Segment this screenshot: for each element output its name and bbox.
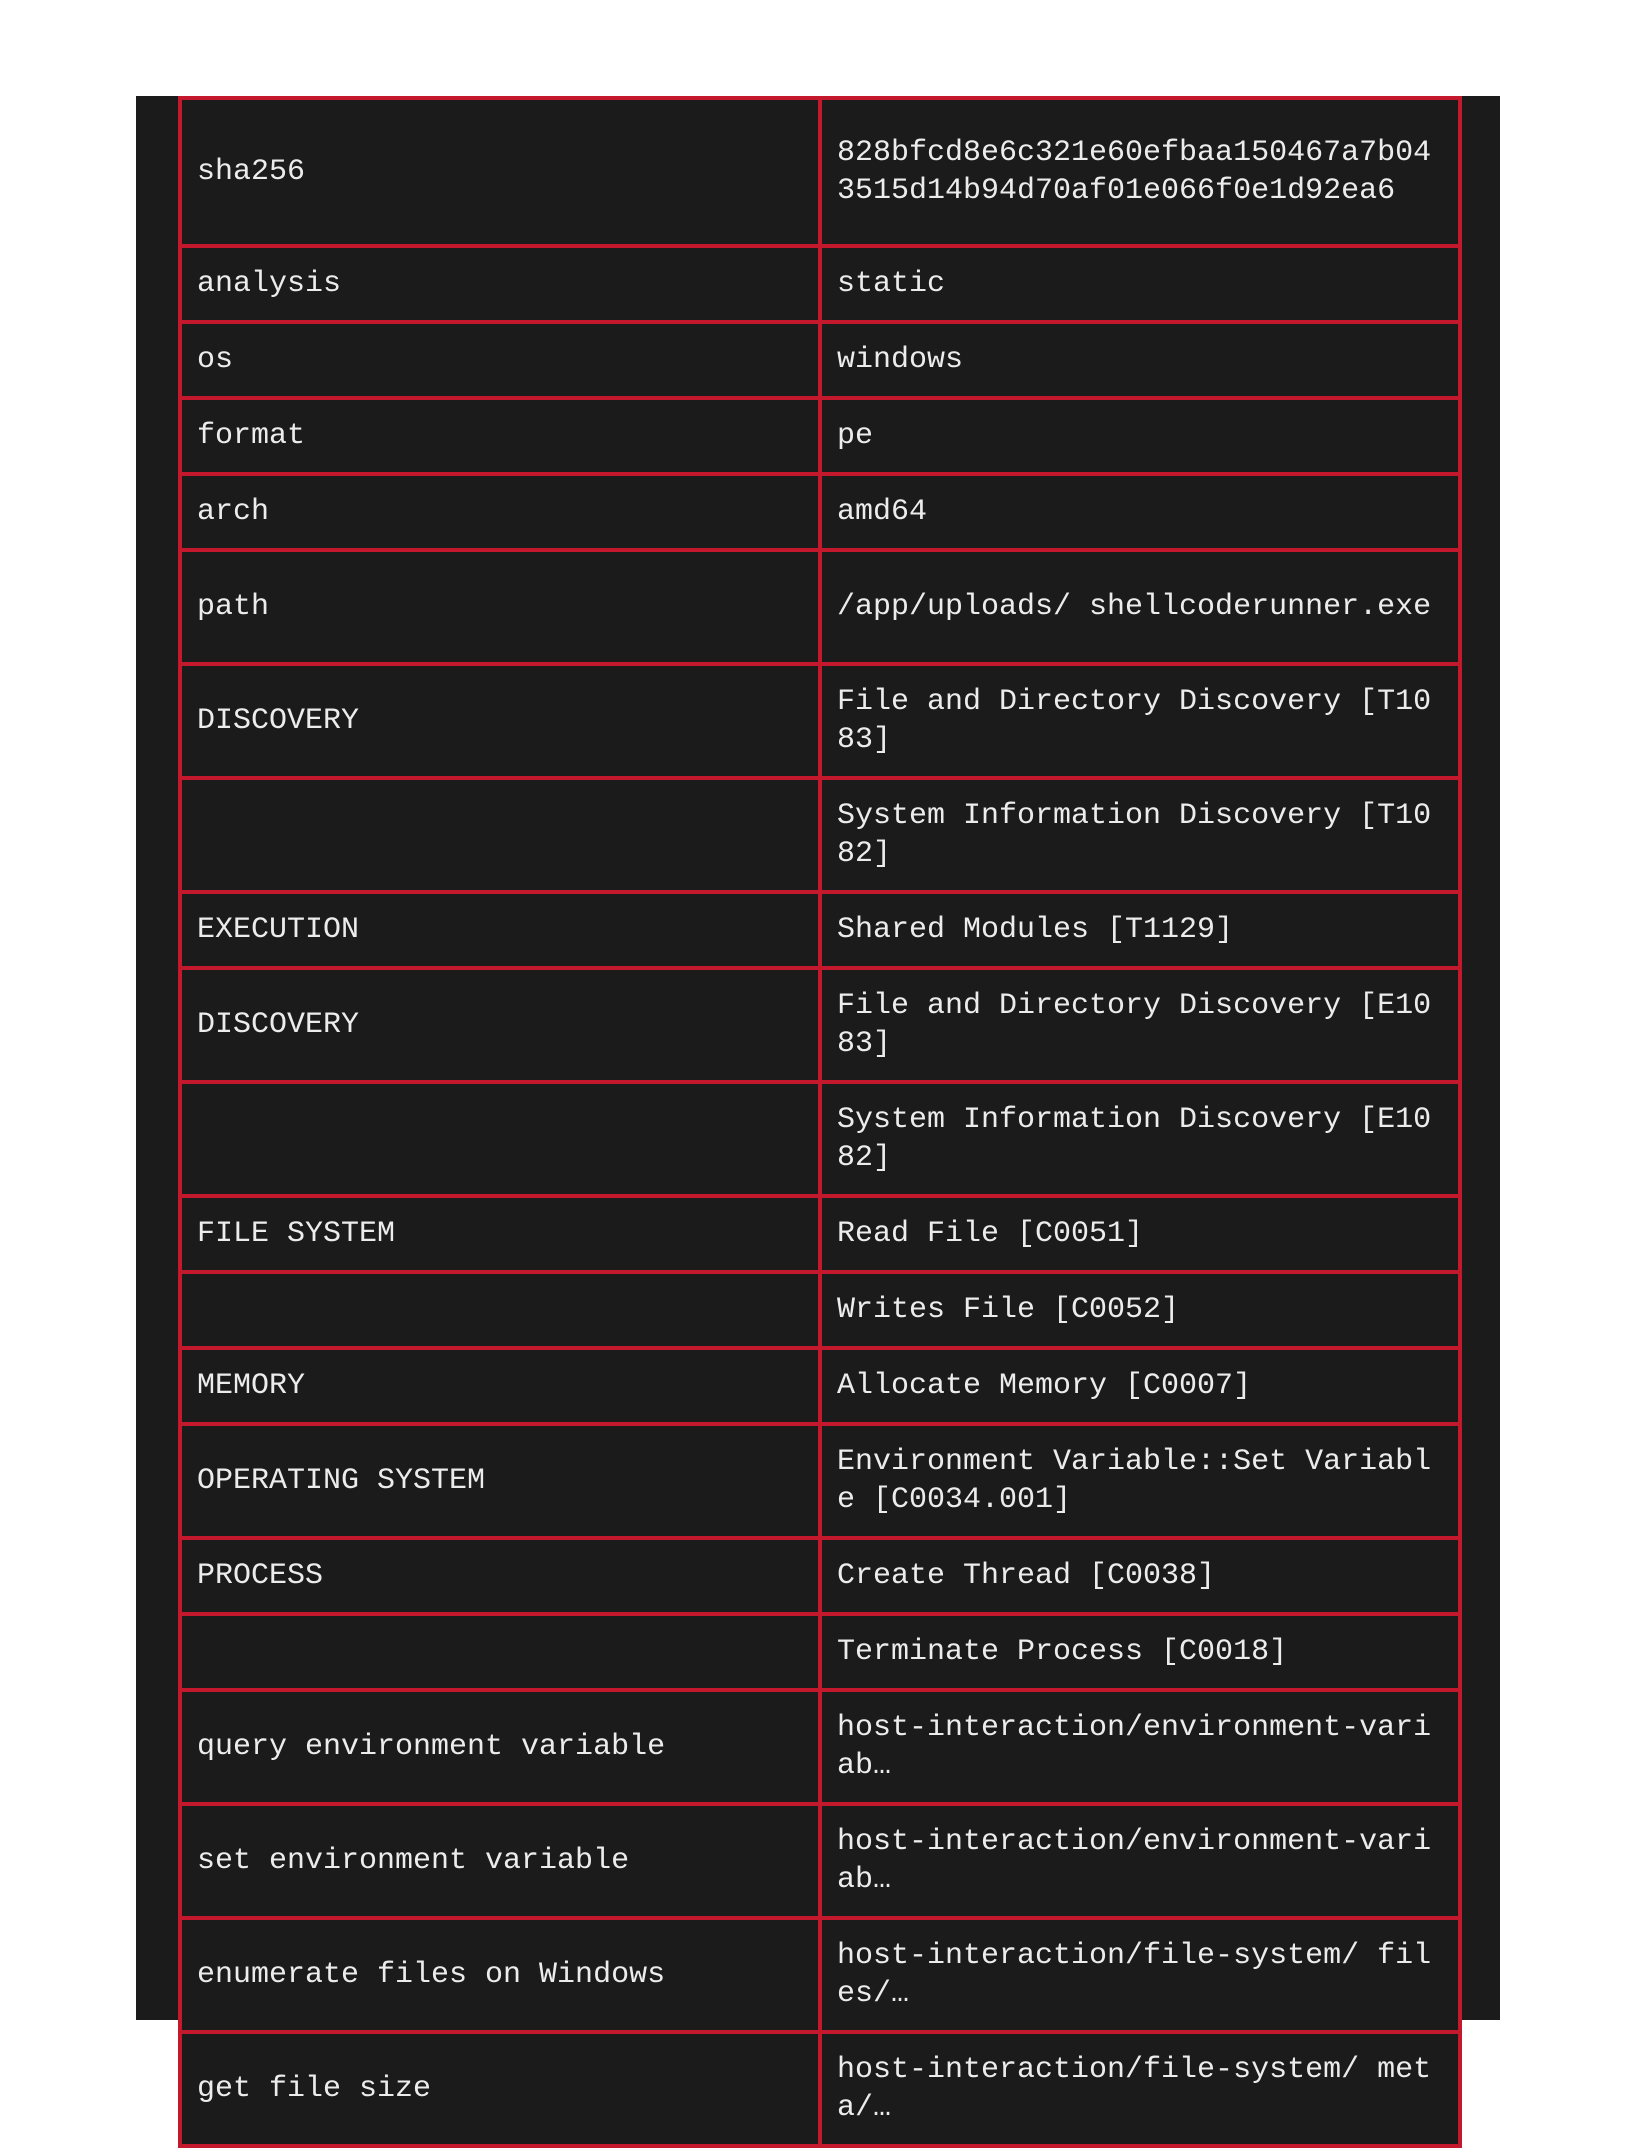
analysis-table — [178, 96, 1462, 2148]
table-row — [180, 1614, 1460, 1690]
table-row — [180, 968, 1460, 1082]
row-value: host-interaction/environment-variab… — [820, 1690, 1460, 1804]
row-key — [180, 778, 820, 892]
row-key: MEMORY — [180, 1348, 820, 1424]
table-row — [180, 1196, 1460, 1272]
row-value: Shared Modules [T1129] — [820, 892, 1460, 968]
table-row — [180, 1424, 1460, 1538]
row-value: amd64 — [820, 474, 1460, 550]
table-row — [180, 1538, 1460, 1614]
row-value: Allocate Memory [C0007] — [820, 1348, 1460, 1424]
row-key — [180, 1082, 820, 1196]
row-key: DISCOVERY — [180, 664, 820, 778]
row-key: get file size — [180, 2032, 820, 2146]
row-value: host-interaction/file-system/ meta/… — [820, 2032, 1460, 2146]
row-key: set environment variable — [180, 1804, 820, 1918]
row-value: windows — [820, 322, 1460, 398]
row-value: Terminate Process [C0018] — [820, 1614, 1460, 1690]
row-key: os — [180, 322, 820, 398]
row-key: PROCESS — [180, 1538, 820, 1614]
table-row — [180, 1690, 1460, 1804]
row-value: Create Thread [C0038] — [820, 1538, 1460, 1614]
row-value: Read File [C0051] — [820, 1196, 1460, 1272]
table-row — [180, 246, 1460, 322]
row-key: DISCOVERY — [180, 968, 820, 1082]
analysis-table-body — [180, 98, 1460, 2146]
table-row — [180, 322, 1460, 398]
row-key: arch — [180, 474, 820, 550]
row-value: static — [820, 246, 1460, 322]
row-key: path — [180, 550, 820, 664]
row-value: host-interaction/environment-variab… — [820, 1804, 1460, 1918]
row-key: enumerate files on Windows — [180, 1918, 820, 2032]
row-value: File and Directory Discovery [T1083] — [820, 664, 1460, 778]
row-key: EXECUTION — [180, 892, 820, 968]
table-row — [180, 2032, 1460, 2146]
row-value: pe — [820, 398, 1460, 474]
row-value: Writes File [C0052] — [820, 1272, 1460, 1348]
table-row — [180, 1348, 1460, 1424]
table-row — [180, 1918, 1460, 2032]
row-key: FILE SYSTEM — [180, 1196, 820, 1272]
table-row — [180, 474, 1460, 550]
row-key: query environment variable — [180, 1690, 820, 1804]
row-value: 828bfcd8e6c321e60efbaa150467a7b043515d14b94d70af01e066f0e1d92ea6 — [820, 98, 1460, 246]
row-key: OPERATING SYSTEM — [180, 1424, 820, 1538]
table-row — [180, 398, 1460, 474]
report-viewport[interactable] — [136, 96, 1500, 2125]
row-value: File and Directory Discovery [E1083] — [820, 968, 1460, 1082]
row-value: System Information Discovery [E1082] — [820, 1082, 1460, 1196]
row-value: System Information Discovery [T1082] — [820, 778, 1460, 892]
row-value: Environment Variable::Set Variable [C0034.001] — [820, 1424, 1460, 1538]
row-key: analysis — [180, 246, 820, 322]
table-row — [180, 1082, 1460, 1196]
table-row — [180, 1804, 1460, 1918]
row-key: format — [180, 398, 820, 474]
table-row — [180, 664, 1460, 778]
table-row — [180, 778, 1460, 892]
row-key: sha256 — [180, 98, 820, 246]
row-key — [180, 1272, 820, 1348]
table-row — [180, 98, 1460, 246]
table-row — [180, 1272, 1460, 1348]
row-key — [180, 1614, 820, 1690]
row-value: /app/uploads/ shellcoderunner.exe — [820, 550, 1460, 664]
table-row — [180, 892, 1460, 968]
row-value: host-interaction/file-system/ files/… — [820, 1918, 1460, 2032]
table-row — [180, 550, 1460, 664]
